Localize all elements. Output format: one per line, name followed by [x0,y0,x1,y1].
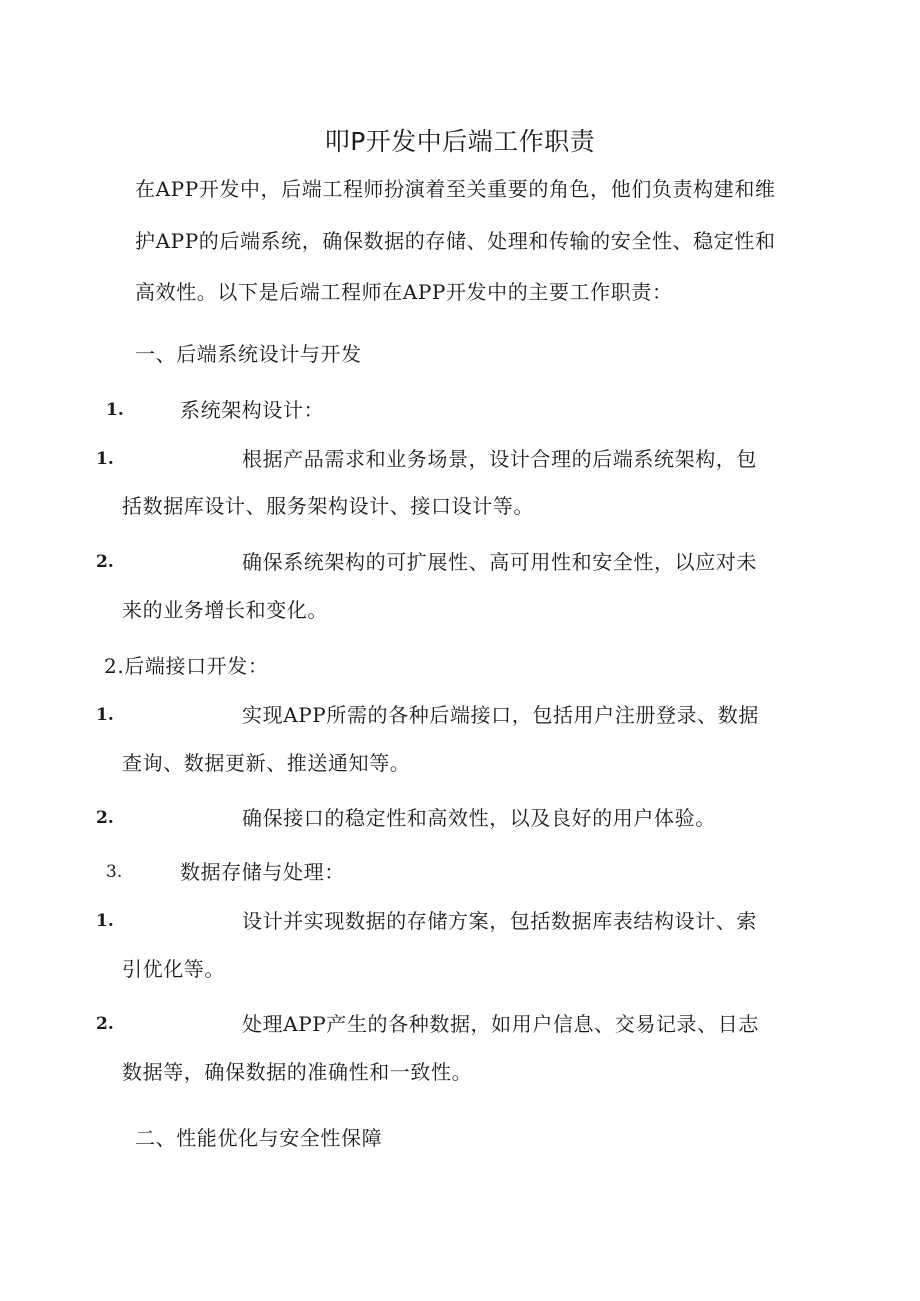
sub-2-item-2-line-1: 确保接口的稳定性和高效性，以及良好的用户体验。 [242,806,716,830]
sub-2-item-1-line-2: 查询、数据更新、推送通知等。 [122,751,411,775]
sub-1-item-2-number: 2. [96,552,114,572]
sub-3-item-1-line-1: 设计并实现数据的存储方案，包括数据库表结构设计、索 [242,909,757,933]
sub-1-item-2-line-2: 来的业务增长和变化。 [122,598,328,622]
sub-1-title: 系统架构设计： [180,398,325,422]
document-title: 叩P开发中后端工作职责 [324,127,596,156]
sub-2-item-1-line-1: 实现APP所需的各种后端接口，包括用户注册登录、数据 [242,703,759,727]
sub-3-number: 3. [106,862,123,882]
sub-1-item-1-number: 1. [96,449,114,469]
sub-2-item-1-number: 1. [96,705,114,725]
sub-3-item-1-line-2: 引优化等。 [122,957,225,981]
intro-line-1: 在APP开发中，后端工程师扮演着至关重要的角色，他们负责构建和维 [135,177,776,201]
sub-1-number: 1. [106,400,124,420]
sub-3-item-1-number: 1. [96,911,114,931]
intro-line-3: 高效性。以下是后端工程师在APP开发中的主要工作职责： [135,280,673,304]
sub-2-item-2-number: 2. [96,808,114,828]
sub-2-title: 2.后端接口开发： [104,654,269,678]
sub-1-item-1-line-1: 根据产品需求和业务场景，设计合理的后端系统架构，包 [242,447,757,471]
intro-line-2: 护APP的后端系统，确保数据的存储、处理和传输的安全性、稳定性和 [135,229,776,253]
section-1-heading: 一、后端系统设计与开发 [135,342,362,366]
sub-1-item-2-line-1: 确保系统架构的可扩展性、高可用性和安全性，以应对未 [242,550,757,574]
sub-3-item-2-number: 2. [96,1014,114,1034]
sub-1-item-1-line-2: 括数据库设计、服务架构设计、接口设计等。 [122,494,534,518]
sub-3-title: 数据存储与处理： [180,860,345,884]
sub-3-item-2-line-1: 处理APP产生的各种数据，如用户信息、交易记录、日志 [242,1012,759,1036]
sub-3-item-2-line-2: 数据等，确保数据的准确性和一致性。 [122,1060,473,1084]
section-2-heading: 二、性能优化与安全性保障 [135,1126,383,1150]
